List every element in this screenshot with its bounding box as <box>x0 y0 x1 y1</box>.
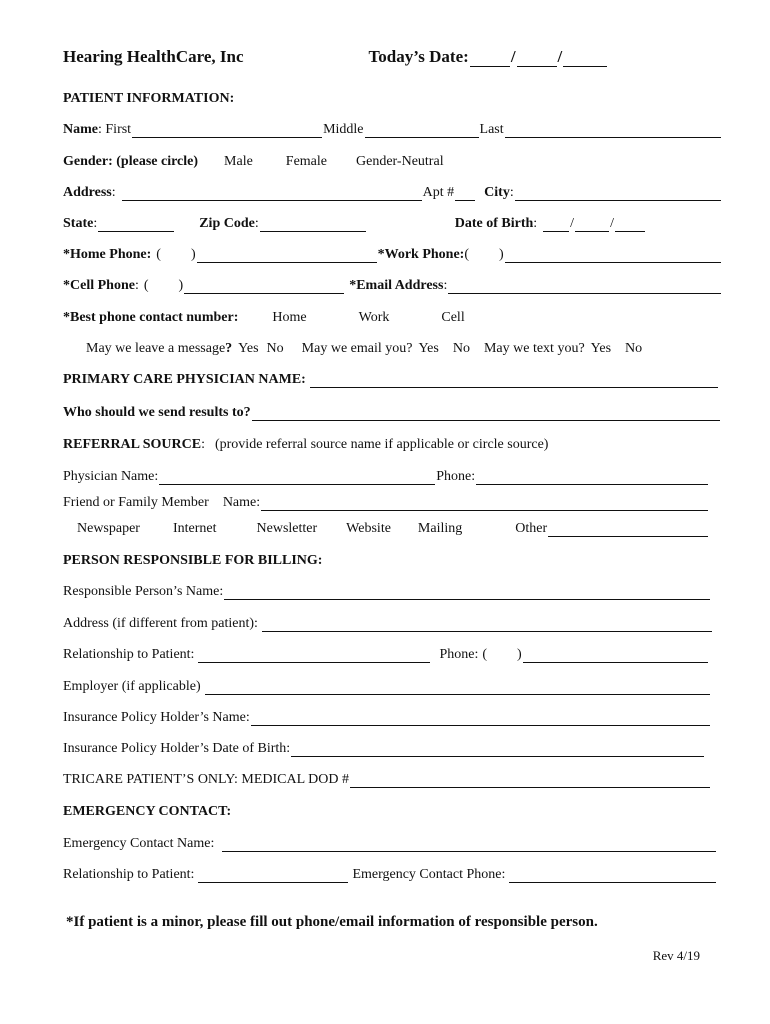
billing-address-field[interactable] <box>262 617 712 632</box>
emergency-heading <box>63 800 722 820</box>
city-field[interactable] <box>515 186 721 201</box>
paren-open: ( <box>482 647 487 662</box>
city-label: City <box>484 185 510 200</box>
date-year-field[interactable] <box>563 52 607 67</box>
emergency-name-label: Emergency Contact Name: <box>63 836 215 851</box>
email-yes[interactable]: Yes <box>418 341 439 356</box>
zip-colon: : <box>254 216 259 231</box>
paren-open: ( <box>464 247 470 262</box>
source-mailing[interactable]: Mailing <box>417 521 463 536</box>
billing-phone-label: Phone: <box>439 647 479 662</box>
address-field[interactable] <box>122 186 422 201</box>
paren-close: ) <box>178 278 184 293</box>
friend-name-field[interactable] <box>261 496 708 511</box>
best-phone-cell[interactable]: Cell <box>441 310 465 325</box>
relationship-row <box>63 643 722 663</box>
referral-note: (provide referral source name if applicable or circle source) <box>214 437 549 452</box>
patient-info-heading <box>63 87 722 107</box>
cell-colon: : <box>134 278 139 293</box>
state-label: State <box>63 216 94 231</box>
paren-open: ( <box>143 278 149 293</box>
address-label: Address <box>63 185 112 200</box>
pcp-label: PRIMARY CARE PHYSICIAN NAME: <box>63 372 306 387</box>
tricare-row <box>63 768 722 788</box>
cell-phone-field[interactable] <box>184 279 344 294</box>
emergency-phone-label: Emergency Contact Phone: <box>352 867 506 882</box>
text-no[interactable]: No <box>625 341 643 356</box>
home-phone-field[interactable] <box>197 248 377 263</box>
results-row <box>63 401 722 421</box>
best-phone-work[interactable]: Work <box>358 310 390 325</box>
dob-separator: / <box>610 216 614 231</box>
responsible-name-row <box>63 580 722 600</box>
first-name-field[interactable] <box>132 123 322 138</box>
responsible-name-field[interactable] <box>224 585 710 600</box>
policy-holder-dob-row <box>63 737 722 757</box>
best-phone-label: *Best phone contact number: <box>63 310 239 325</box>
source-other-label[interactable]: Other <box>515 521 548 536</box>
policy-holder-dob-field[interactable] <box>291 742 704 757</box>
gender-option-male[interactable]: Male <box>224 154 253 169</box>
address-colon: : <box>111 185 116 200</box>
revision-row <box>653 944 700 964</box>
message-question-mark: ? <box>225 341 233 356</box>
physician-phone-label: Phone: <box>436 469 476 484</box>
cell-phone-row <box>63 274 722 294</box>
section-title: PATIENT INFORMATION: <box>63 91 235 106</box>
home-phone-row <box>63 243 722 263</box>
first-label: First <box>105 122 132 137</box>
dob-year-field[interactable] <box>615 217 645 232</box>
source-newsletter[interactable]: Newsletter <box>256 521 318 536</box>
friend-label[interactable]: Friend or Family Member <box>63 495 209 510</box>
employer-field[interactable] <box>205 680 710 695</box>
billing-phone-field[interactable] <box>523 648 708 663</box>
name-label: Name <box>63 122 98 137</box>
source-newspaper[interactable]: Newspaper <box>77 521 140 536</box>
best-phone-home[interactable]: Home <box>272 310 307 325</box>
source-internet[interactable]: Internet <box>172 521 217 536</box>
form-header <box>63 47 722 67</box>
emergency-name-row <box>63 832 722 852</box>
dob-day-field[interactable] <box>575 217 609 232</box>
contact-permissions-row <box>86 337 722 357</box>
revision-label: Rev 4/19 <box>652 948 700 963</box>
email-question: May we email you? <box>301 341 413 356</box>
physician-name-row <box>63 465 722 485</box>
middle-name-field[interactable] <box>365 123 479 138</box>
emergency-phone-field[interactable] <box>509 868 716 883</box>
referral-label: REFERRAL SOURCE <box>63 437 202 452</box>
paren-close: ) <box>517 647 522 662</box>
employer-label: Employer (if applicable) <box>63 679 201 694</box>
employer-row <box>63 675 722 695</box>
section-title: PERSON RESPONSIBLE FOR BILLING: <box>63 553 323 568</box>
pcp-field[interactable] <box>310 373 718 388</box>
dob-month-field[interactable] <box>543 217 569 232</box>
emergency-relationship-row <box>63 863 722 883</box>
zip-field[interactable] <box>260 217 366 232</box>
state-field[interactable] <box>98 217 174 232</box>
friend-name-label: Name: <box>222 495 261 510</box>
policy-holder-name-label: Insurance Policy Holder’s Name: <box>63 710 250 725</box>
state-colon: : <box>93 216 98 231</box>
billing-address-row <box>63 612 722 632</box>
results-field[interactable] <box>252 406 720 421</box>
date-separator: / <box>510 47 516 66</box>
emergency-relationship-label: Relationship to Patient: <box>63 867 195 882</box>
minor-note: *If patient is a minor, please fill out phone/email information of responsible person. <box>66 914 598 930</box>
pcp-row <box>63 368 722 388</box>
paren-close: ) <box>190 247 196 262</box>
physician-name-field[interactable] <box>159 470 435 485</box>
work-phone-label: *Work Phone: <box>377 247 465 262</box>
apt-field[interactable] <box>455 186 475 201</box>
message-yes[interactable]: Yes <box>238 341 259 356</box>
city-colon: : <box>509 185 514 200</box>
physician-phone-field[interactable] <box>476 470 708 485</box>
gender-option-female[interactable]: Female <box>285 154 328 169</box>
gender-row <box>63 150 722 170</box>
message-question: May we leave a message <box>86 341 226 356</box>
state-row <box>63 212 722 232</box>
home-phone-label: *Home Phone: <box>63 247 152 262</box>
referral-colon: : <box>201 437 205 452</box>
text-question: May we text you? <box>483 341 585 356</box>
name-row <box>63 118 722 138</box>
dob-separator: / <box>570 216 575 231</box>
email-colon: : <box>443 278 448 293</box>
email-field[interactable] <box>448 279 721 294</box>
message-no[interactable]: No <box>266 341 284 356</box>
emergency-name-field[interactable] <box>222 837 716 852</box>
best-phone-row <box>63 306 722 326</box>
tricare-label: TRICARE PATIENT’S ONLY: MEDICAL DOD # <box>63 772 349 787</box>
relationship-field[interactable] <box>198 648 430 663</box>
text-yes[interactable]: Yes <box>590 341 612 356</box>
date-day-field[interactable] <box>517 52 557 67</box>
name-colon: : <box>98 122 106 137</box>
gender-option-neutral[interactable]: Gender-Neutral <box>356 154 444 169</box>
policy-holder-dob-label: Insurance Policy Holder’s Date of Birth: <box>63 741 291 756</box>
work-phone-field[interactable] <box>505 248 721 263</box>
billing-heading <box>63 549 722 569</box>
friend-row <box>63 491 722 511</box>
billing-address-label: Address (if different from patient): <box>63 616 258 631</box>
source-other-field[interactable] <box>548 522 708 537</box>
todays-date-label: Today’s Date: <box>368 47 469 66</box>
email-label: *Email Address <box>349 278 444 293</box>
apt-label: Apt # <box>422 185 455 200</box>
dob-label: Date of Birth <box>454 216 534 231</box>
gender-label: Gender: (please circle) <box>63 154 199 169</box>
section-title: EMERGENCY CONTACT: <box>63 804 232 819</box>
emergency-relationship-field[interactable] <box>198 868 348 883</box>
cell-phone-label: *Cell Phone <box>63 278 135 293</box>
last-name-field[interactable] <box>505 123 721 138</box>
relationship-label: Relationship to Patient: <box>63 647 195 662</box>
dob-colon: : <box>533 216 538 231</box>
paren-open: ( <box>156 247 161 262</box>
physician-name-label: Physician Name: <box>63 469 159 484</box>
company-name: Hearing HealthCare, Inc <box>63 47 244 66</box>
middle-label: Middle <box>323 122 364 137</box>
email-no[interactable]: No <box>452 341 470 356</box>
results-label: Who should we send results to? <box>63 405 251 420</box>
tricare-field[interactable] <box>350 773 710 788</box>
date-month-field[interactable] <box>470 52 510 67</box>
date-separator: / <box>557 47 563 66</box>
zip-label: Zip Code <box>199 216 255 231</box>
address-row <box>63 181 722 201</box>
last-label: Last <box>479 122 504 137</box>
sources-row <box>77 517 722 537</box>
referral-row <box>63 433 722 453</box>
responsible-name-label: Responsible Person’s Name: <box>63 584 224 599</box>
policy-holder-name-row <box>63 706 722 726</box>
policy-holder-name-field[interactable] <box>251 711 710 726</box>
paren-close: ) <box>499 247 504 262</box>
source-website[interactable]: Website <box>346 521 391 536</box>
minor-note-row <box>66 911 722 931</box>
